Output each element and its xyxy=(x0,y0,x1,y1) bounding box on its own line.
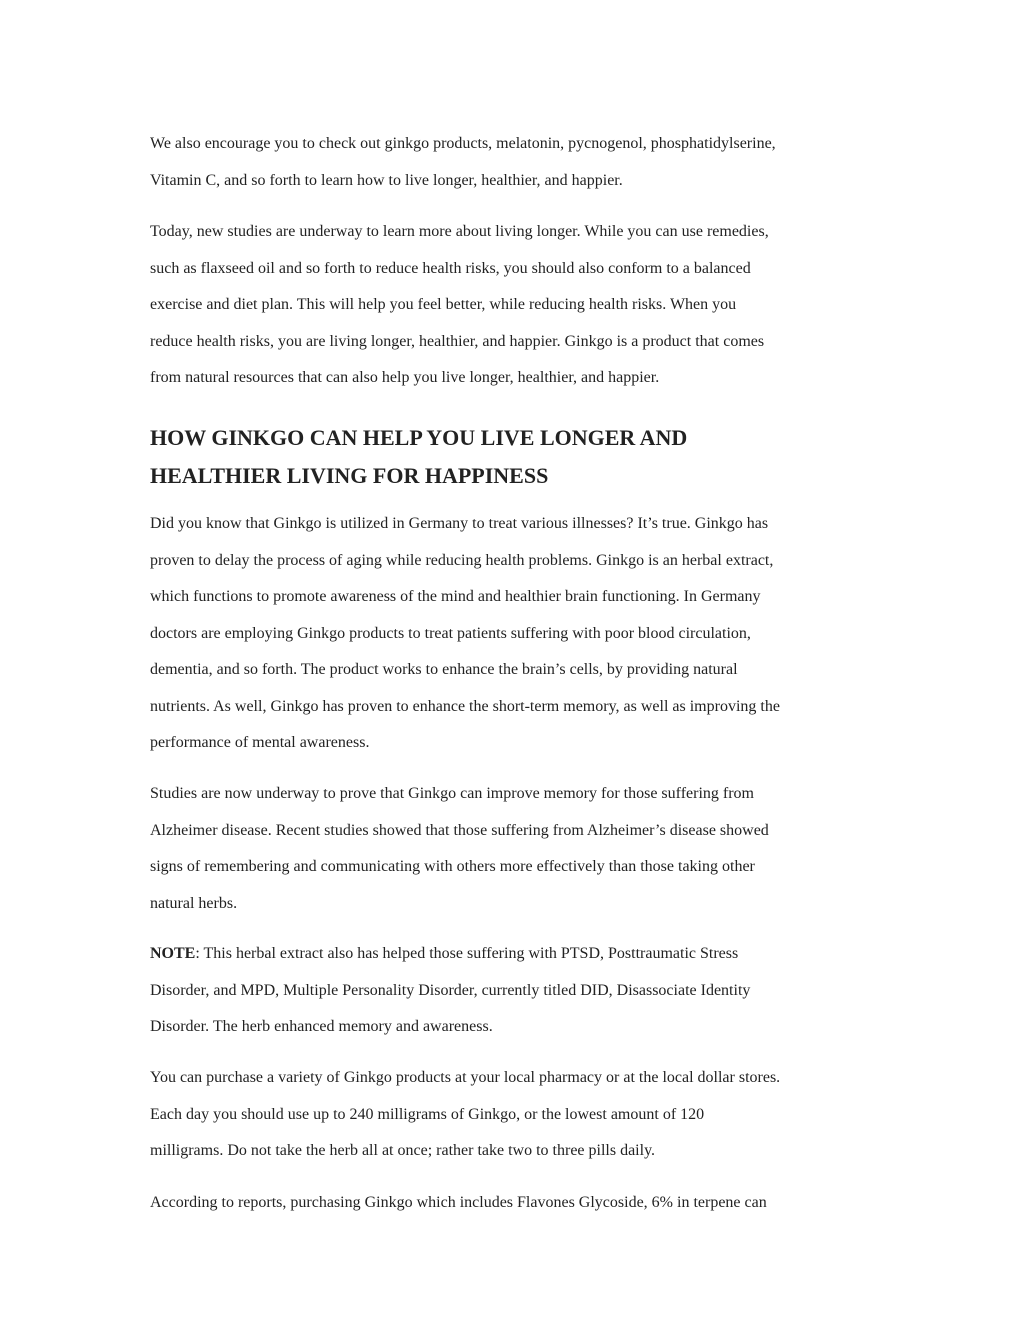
note-text: : This herbal extract also has helped those suffering with PTSD, Posttraumatic Stress Disorder, and MPD, Multiple Personality Disorder, currently titled DID, Disassociate Identity Disorder. The herb enhanced memory and awareness. xyxy=(150,945,751,1035)
section-heading: HOW GINKGO CAN HELP YOU LIVE LONGER AND HEALTHIER LIVING FOR HAPPINESS xyxy=(150,425,688,488)
paragraph-alzheimer: Studies are now underway to prove that Ginkgo can improve memory for those suffering from Alzheimer disease. Recent studies showed that those suffering from Alzheimer’s disease showed signs of remembering and communicating with others more effectively than those taking other natural herbs. xyxy=(150,785,769,912)
paragraph-note xyxy=(150,936,890,1046)
paragraph-studies: Today, new studies are underway to learn more about living longer. While you can use remedies, such as flaxseed oil and so forth to reduce health risks, you should also conform to a balanced exercise and diet plan. This will help you feel better, while reducing health risks. When you reduce health risks, you are living longer, healthier, and happier. Ginkgo is a product that comes from natural resources that can also help you live longer, healthier, and happier. xyxy=(150,223,769,386)
paragraph-purchase: You can purchase a variety of Ginkgo products at your local pharmacy or at the local dollar stores. Each day you should use up to 240 milligrams of Ginkgo, or the lowest amount of 120 milligrams. Do not take the herb all at once; rather take two to three pills daily. xyxy=(150,1069,781,1159)
note-label: NOTE xyxy=(150,945,196,962)
paragraph-intro: We also encourage you to check out ginkgo products, melatonin, pycnogenol, phosphatidylserine, Vitamin C, and so forth to learn how to live longer, healthier, and happier. xyxy=(150,135,776,189)
paragraph-germany: Did you know that Ginkgo is utilized in Germany to treat various illnesses? It’s true. Ginkgo has proven to delay the process of aging while reducing health problems. Ginkgo is an herbal extract, which functions to promote awareness of the mind and healthier brain functioning. In Germany doctors are employing Ginkgo products to treat patients suffering with poor blood circulation, dementia, and so forth. The product works to enhance the brain’s cells, by providing natural nutrients. As well, Ginkgo has proven to enhance the short-term memory, as well as improving the performance of mental awareness. xyxy=(150,515,780,751)
paragraph-reports: According to reports, purchasing Ginkgo which includes Flavones Glycoside, 6% in terpene can xyxy=(150,1194,767,1211)
